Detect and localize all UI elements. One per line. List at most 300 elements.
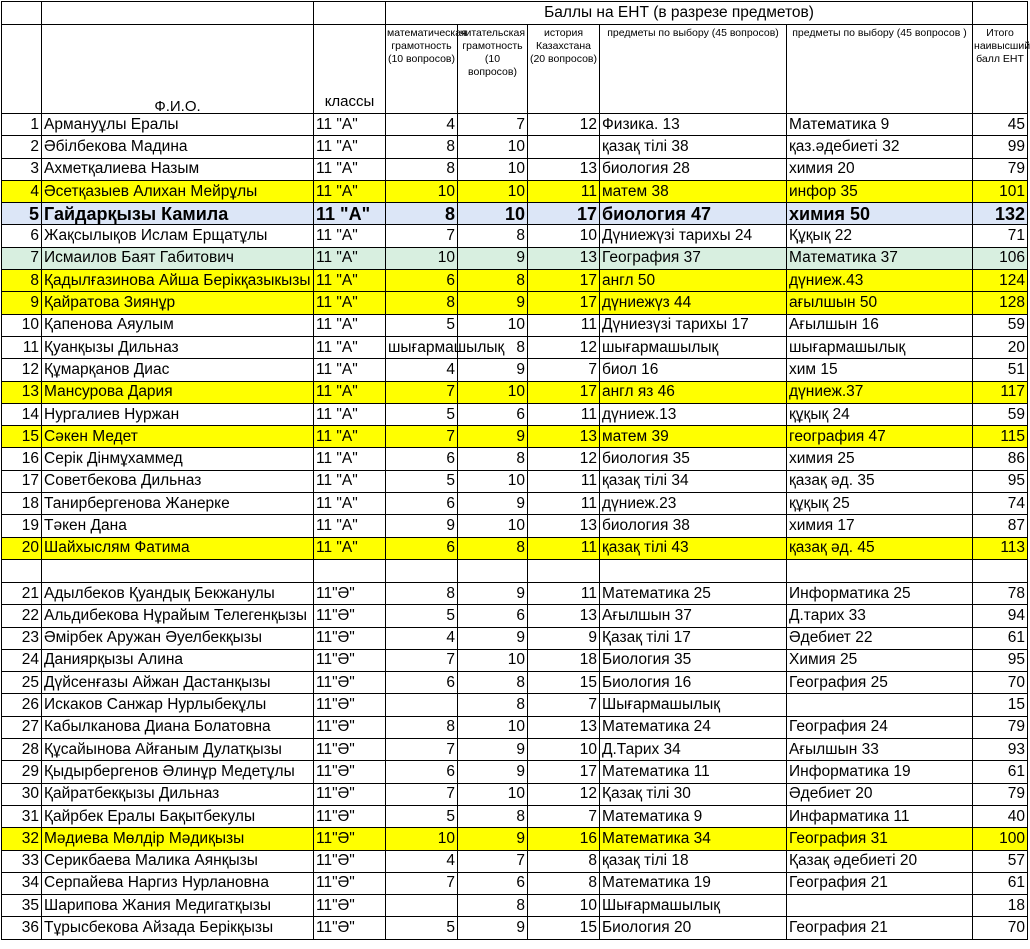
total-score: 106 [973,247,1028,269]
elective-1-score: Дүниежүзі тарихы 24 [600,225,787,247]
table-row [2,605,1028,627]
class-cell: 11 "А" [314,247,386,269]
total-score: 70 [973,672,1028,694]
header-cell-blank [2,2,42,25]
student-name: Серикбаева Малика Аянқызы [42,850,314,872]
elective-1-score: биол 16 [600,359,787,381]
math-score: 5 [386,470,458,492]
reading-score: 9 [458,761,528,783]
table-row [2,582,1028,604]
history-score: 13 [528,426,600,448]
elective-1-score: қазақ тілі 38 [600,136,787,158]
header-row-columns [2,25,1028,114]
elective-1-score: Физика. 13 [600,114,787,136]
table-row [2,292,1028,314]
class-cell: 11"Ә" [314,672,386,694]
reading-score: 9 [458,292,528,314]
student-name: Кабылканова Диана Болатовна [42,716,314,738]
header-math: математическая грамотность (10 вопросов) [386,25,458,114]
table-row [2,158,1028,180]
history-score: 11 [528,314,600,336]
elective-2-score: Ағылшын 16 [787,314,973,336]
student-name: Танирбергенова Жанерке [42,493,314,515]
row-number: 16 [2,448,42,470]
empty-cell [2,559,42,582]
header-elective-2: предметы по выбору (45 вопросов ) [787,25,973,114]
elective-1-score: дүниеж.23 [600,493,787,515]
table-row [2,515,1028,537]
student-name: Гайдарқызы Камила [42,203,314,225]
elective-2-score: дүниеж.43 [787,270,973,292]
history-score: 11 [528,582,600,604]
elective-1-score: Дүниезүзі тарихы 17 [600,314,787,336]
class-cell: 11 "А" [314,336,386,358]
history-score [528,136,600,158]
reading-score: 10 [458,158,528,180]
student-name: Қайрбек Ералы Бақытбекулы [42,805,314,827]
class-cell: 11"Ә" [314,739,386,761]
header-row-top [2,2,1028,25]
student-name: Альдибекова Нұрайым Телегенқызы [42,605,314,627]
table-row [2,917,1028,939]
total-score: 87 [973,515,1028,537]
row-number: 31 [2,805,42,827]
elective-1-score: биология 38 [600,515,787,537]
history-score: 8 [528,872,600,894]
student-name: Серпайева Наргиз Нурлановна [42,872,314,894]
total-score: 57 [973,850,1028,872]
total-score: 117 [973,381,1028,403]
row-number: 28 [2,739,42,761]
table-row [2,470,1028,492]
elective-2-score [787,895,973,917]
math-score [386,895,458,917]
total-score: 99 [973,136,1028,158]
reading-score: 9 [458,493,528,515]
math-score: 5 [386,314,458,336]
history-score: 12 [528,114,600,136]
row-number: 26 [2,694,42,716]
total-score: 70 [973,917,1028,939]
math-score: 7 [386,739,458,761]
student-name: Құмарқанов Диас [42,359,314,381]
math-score: 7 [386,783,458,805]
history-score: 7 [528,694,600,716]
table-row [2,403,1028,425]
math-score: 8 [386,292,458,314]
history-score: 13 [528,158,600,180]
history-score: 17 [528,203,600,225]
table-row [2,739,1028,761]
reading-score: 8 [458,805,528,827]
table-row [2,716,1028,738]
elective-2-score: химия 50 [787,203,973,225]
row-number: 8 [2,270,42,292]
student-name: Сәкен Медет [42,426,314,448]
elective-2-score: дүниеж.37 [787,381,973,403]
total-score: 74 [973,493,1028,515]
history-score: 11 [528,470,600,492]
math-score: 7 [386,872,458,894]
class-cell: 11 "А" [314,381,386,403]
row-number: 4 [2,180,42,202]
class-cell: 11 "А" [314,470,386,492]
row-number: 11 [2,336,42,358]
total-score: 79 [973,716,1028,738]
header-hist: история Казахстана (20 вопросов) [528,25,600,114]
math-score: 6 [386,537,458,559]
class-cell: 11"Ә" [314,716,386,738]
reading-score: 9 [458,828,528,850]
elective-2-score: География 24 [787,716,973,738]
class-cell: 11"Ә" [314,605,386,627]
math-score: 4 [386,850,458,872]
table-row [2,694,1028,716]
table-row [2,850,1028,872]
student-name: Қуанқызы Дильназ [42,336,314,358]
elective-2-score: Химия 25 [787,649,973,671]
math-score: 5 [386,605,458,627]
class-cell: 11 "А" [314,270,386,292]
row-number: 22 [2,605,42,627]
elective-2-score: химия 25 [787,448,973,470]
reading-score: 9 [458,359,528,381]
math-score: 8 [386,158,458,180]
row-number: 9 [2,292,42,314]
class-cell: 11 "А" [314,292,386,314]
row-number: 15 [2,426,42,448]
math-score: 6 [386,761,458,783]
table-row [2,872,1028,894]
reading-score: 10 [458,180,528,202]
total-score: 45 [973,114,1028,136]
total-score: 95 [973,470,1028,492]
table-row [2,359,1028,381]
total-score: 78 [973,582,1028,604]
row-number: 7 [2,247,42,269]
elective-1-score: шығармашылық [600,336,787,358]
empty-cell [314,559,386,582]
student-name: Армануұлы Ералы [42,114,314,136]
reading-score: 6 [458,403,528,425]
total-score: 15 [973,694,1028,716]
elective-2-score: Құқық 22 [787,225,973,247]
elective-2-score: Информатика 19 [787,761,973,783]
table-row [2,203,1028,225]
history-score: 16 [528,828,600,850]
student-name: Дүйсенғазы Айжан Дастанқызы [42,672,314,694]
elective-1-score: Математика 25 [600,582,787,604]
total-score: 79 [973,158,1028,180]
header-cell-blank [314,2,386,25]
table-row [2,649,1028,671]
row-number: 33 [2,850,42,872]
student-name: Әмірбек Аружан Әуелбекқызы [42,627,314,649]
total-score: 115 [973,426,1028,448]
student-name: Шарипова Жания Медигатқызы [42,895,314,917]
history-score: 7 [528,805,600,827]
class-cell: 11"Ә" [314,783,386,805]
elective-2-score: химия 20 [787,158,973,180]
elective-1-score: Д.Тарих 34 [600,739,787,761]
class-cell: 11 "А" [314,203,386,225]
history-score: 13 [528,716,600,738]
math-score: 5 [386,917,458,939]
math-score: 6 [386,270,458,292]
elective-2-score: инфор 35 [787,180,973,202]
reading-score: 8 [458,537,528,559]
header-title: Баллы на ЕНТ (в разрезе предметов) [386,2,973,25]
total-score: 101 [973,180,1028,202]
math-score: 10 [386,828,458,850]
empty-cell [458,559,528,582]
student-name: Ахметқалиева Назым [42,158,314,180]
student-name: Мәдиева Мөлдір Мәдиқызы [42,828,314,850]
class-cell: 11 "А" [314,515,386,537]
elective-1-score: Қазақ тілі 17 [600,627,787,649]
history-score: 13 [528,605,600,627]
student-name: Нургалиев Нуржан [42,403,314,425]
math-score: 5 [386,805,458,827]
row-number: 2 [2,136,42,158]
header-elective-1: предметы по выбору (45 вопросов) [600,25,787,114]
table-row [2,627,1028,649]
student-name: Әбілбекова Мадина [42,136,314,158]
reading-score: 9 [458,739,528,761]
student-name: Әсетқазыев Алихан Мейрұлы [42,180,314,202]
header-cell-blank [2,25,42,114]
student-name: Қапенова Аяулым [42,314,314,336]
table-row [2,828,1028,850]
elective-1-score: қазақ тілі 18 [600,850,787,872]
elective-2-score: Информатика 25 [787,582,973,604]
row-number: 32 [2,828,42,850]
row-number: 29 [2,761,42,783]
elective-2-score: География 21 [787,917,973,939]
reading-score: 10 [458,314,528,336]
total-score: 40 [973,805,1028,827]
math-score: 7 [386,381,458,403]
history-score: 17 [528,761,600,783]
total-score: 59 [973,314,1028,336]
elective-2-score: Математика 9 [787,114,973,136]
table-row [2,336,1028,358]
row-number: 1 [2,114,42,136]
header-total: Итого наивысший балл ЕНТ [973,25,1028,114]
row-number: 35 [2,895,42,917]
elective-2-score: қазақ әд. 35 [787,470,973,492]
row-number: 18 [2,493,42,515]
reading-score: 6 [458,605,528,627]
elective-2-score: химия 17 [787,515,973,537]
student-name: Искаков Санжар Нурлыбекұлы [42,694,314,716]
math-score: 5 [386,403,458,425]
math-score: 8 [386,203,458,225]
class-cell: 11 "А" [314,225,386,247]
total-score: 100 [973,828,1028,850]
student-name: Серік Дінмұхаммед [42,448,314,470]
elective-2-score: Ағылшын 33 [787,739,973,761]
elective-1-score: биология 35 [600,448,787,470]
empty-cell [42,559,314,582]
elective-2-score: қаз.әдебиеті 32 [787,136,973,158]
row-number: 13 [2,381,42,403]
elective-1-score: Биология 35 [600,649,787,671]
total-score: 61 [973,872,1028,894]
class-cell: 11 "А" [314,359,386,381]
empty-cell [600,559,787,582]
class-cell: 11"Ә" [314,627,386,649]
reading-score: 8 [458,895,528,917]
row-number: 25 [2,672,42,694]
reading-score: 10 [458,716,528,738]
history-score: 18 [528,649,600,671]
total-score: 93 [973,739,1028,761]
reading-score: 7 [458,114,528,136]
elective-1-score: Биология 20 [600,917,787,939]
reading-score: 10 [458,381,528,403]
row-number: 12 [2,359,42,381]
history-score: 17 [528,381,600,403]
total-score: 95 [973,649,1028,671]
student-name: Тұрысбекова Айзада Берікқызы [42,917,314,939]
student-name: Жақсылықов Ислам Ерщатұлы [42,225,314,247]
total-score: 18 [973,895,1028,917]
student-name: Адылбеков Қуандық Бекжанулы [42,582,314,604]
table-row [2,537,1028,559]
math-score: 9 [386,515,458,537]
total-score: 71 [973,225,1028,247]
total-score: 20 [973,336,1028,358]
table-row [2,426,1028,448]
header-fio: Ф.И.О. [42,25,314,114]
history-score: 17 [528,292,600,314]
empty-cell [787,559,973,582]
row-number: 5 [2,203,42,225]
student-name: Исмаилов Баят Габитович [42,247,314,269]
row-number: 10 [2,314,42,336]
elective-1-score: Математика 34 [600,828,787,850]
table-row [2,225,1028,247]
total-score: 86 [973,448,1028,470]
row-number: 23 [2,627,42,649]
elective-2-score: Әдебиет 22 [787,627,973,649]
elective-1-score: матем 38 [600,180,787,202]
class-cell: 11"Ә" [314,828,386,850]
elective-1-score: англ 50 [600,270,787,292]
class-cell: 11"Ә" [314,582,386,604]
math-score: 4 [386,359,458,381]
history-score: 10 [528,739,600,761]
elective-1-score: Шығармашылық [600,895,787,917]
reading-score: 6 [458,872,528,894]
reading-score: 10 [458,649,528,671]
history-score: 11 [528,180,600,202]
total-score: 132 [973,203,1028,225]
class-cell: 11 "А" [314,136,386,158]
reading-score: 10 [458,783,528,805]
math-score: 4 [386,114,458,136]
reading-score: 10 [458,470,528,492]
class-cell: 11 "А" [314,493,386,515]
math-score: 8 [386,136,458,158]
elective-2-score: ағылшын 50 [787,292,973,314]
total-score: 51 [973,359,1028,381]
math-score: шығармашылық [386,336,458,358]
elective-1-score: дүниежүз 44 [600,292,787,314]
elective-1-score: биология 28 [600,158,787,180]
elective-1-score: Математика 19 [600,872,787,894]
class-cell: 11"Ә" [314,850,386,872]
row-number: 3 [2,158,42,180]
table-row [2,247,1028,269]
elective-2-score: Д.тарих 33 [787,605,973,627]
reading-score: 8 [458,672,528,694]
row-number: 21 [2,582,42,604]
reading-score: 9 [458,247,528,269]
history-score: 12 [528,448,600,470]
class-cell: 11"Ә" [314,917,386,939]
elective-2-score: география 47 [787,426,973,448]
elective-1-score: биология 47 [600,203,787,225]
elective-1-score: Математика 24 [600,716,787,738]
class-cell: 11"Ә" [314,649,386,671]
elective-1-score: География 37 [600,247,787,269]
total-score: 61 [973,761,1028,783]
history-score: 10 [528,895,600,917]
math-score [386,694,458,716]
elective-1-score: Ағылшын 37 [600,605,787,627]
total-score: 128 [973,292,1028,314]
reading-score: 8 [458,336,528,358]
history-score: 17 [528,270,600,292]
reading-score: 8 [458,448,528,470]
history-score: 15 [528,917,600,939]
math-score: 7 [386,225,458,247]
elective-1-score: Математика 11 [600,761,787,783]
elective-2-score: Инфарматика 11 [787,805,973,827]
elective-2-score: шығармашылық [787,336,973,358]
row-number: 14 [2,403,42,425]
reading-score: 8 [458,225,528,247]
student-name: Даниярқызы Алина [42,649,314,671]
empty-cell [528,559,600,582]
math-score: 7 [386,649,458,671]
results-table [1,1,1028,940]
total-score: 59 [973,403,1028,425]
math-score: 6 [386,448,458,470]
table-row [2,805,1028,827]
row-number: 34 [2,872,42,894]
math-score: 6 [386,672,458,694]
table-row [2,381,1028,403]
math-score: 7 [386,426,458,448]
table-row [2,114,1028,136]
elective-2-score: Математика 37 [787,247,973,269]
elective-2-score: Қазақ әдебиеті 20 [787,850,973,872]
student-name: Қадылғазинова Айша Берікқазыкызы [42,270,314,292]
row-number: 24 [2,649,42,671]
reading-score: 9 [458,582,528,604]
elective-1-score: қазақ тілі 43 [600,537,787,559]
reading-score: 8 [458,270,528,292]
class-cell: 11 "А" [314,403,386,425]
math-score: 10 [386,180,458,202]
elective-2-score: Әдебиет 20 [787,783,973,805]
reading-score: 7 [458,850,528,872]
header-cell-blank [973,2,1028,25]
row-number: 17 [2,470,42,492]
